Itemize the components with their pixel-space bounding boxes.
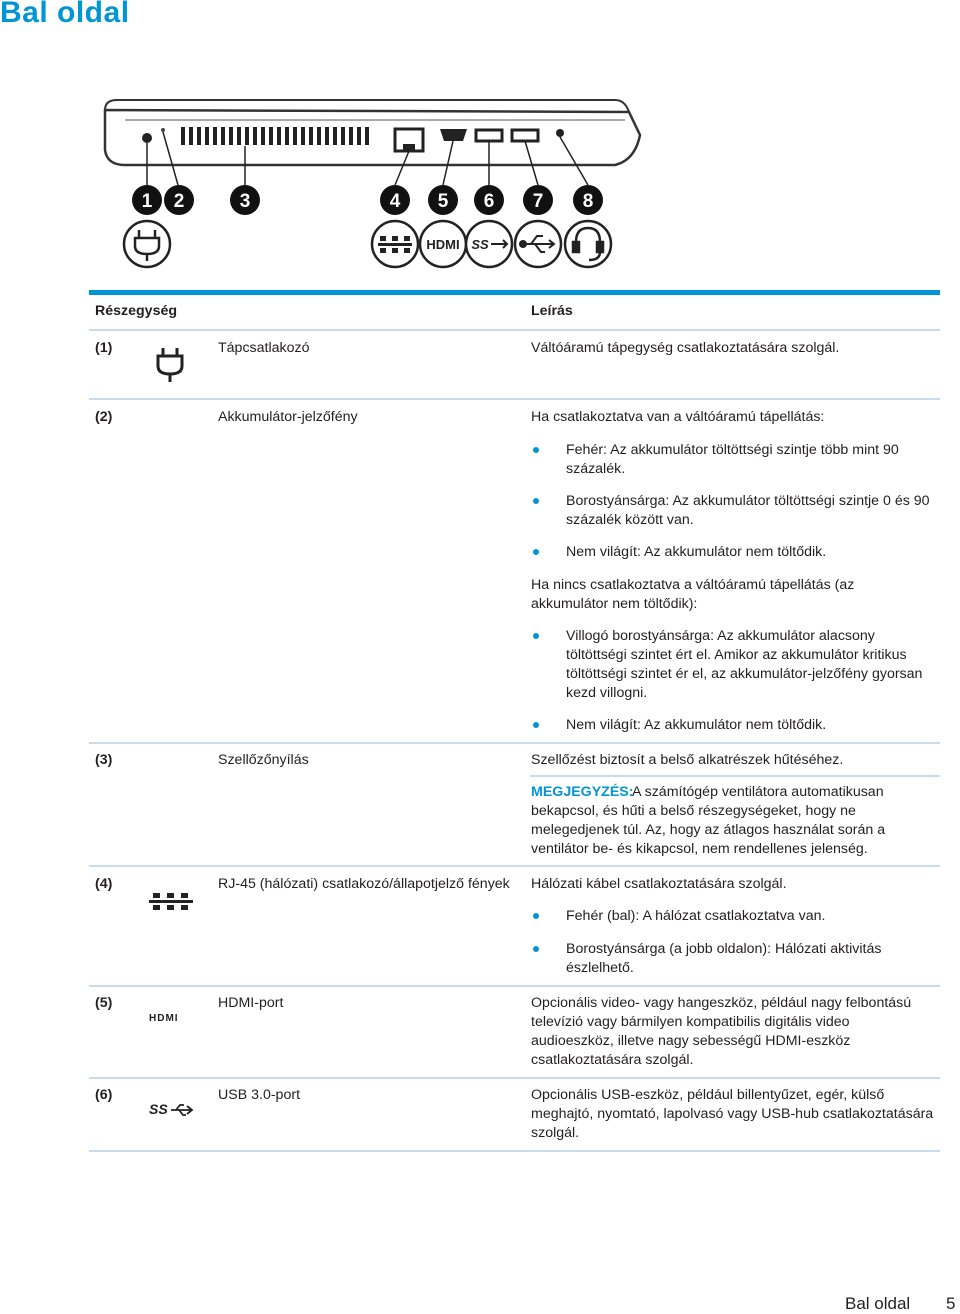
bullet [533,722,539,728]
usb-ss-icon-text: SS [149,1101,168,1117]
callout-8 [573,185,603,215]
usb-arrow-icon [171,1103,195,1117]
row-2-bullet-4-line-2: töltöttségi szintet ért el. Amikor az akkumulátor kritikus [566,647,907,663]
note-line-4: ventilátor be- és kikapcsol, nem rendellenes jelenség. [531,841,868,857]
row-2-bullet-1-line-2: százalék. [566,461,626,477]
row-2-number: (2) [95,409,113,425]
svg-text:1: 1 [141,191,153,212]
hdmi-icon: HDMI [426,237,460,252]
note-line-3: melegedjenek túl. Az, hogy az átlagos használat során a [531,822,886,838]
row-4-bullet-2-line-2: észlelhető. [566,960,634,976]
svg-text:4: 4 [389,191,401,212]
svg-text:2: 2 [173,191,185,212]
note-line-2: bekapcsol, és hűti a belső részegységeket, hogy ne [531,803,856,819]
row-3-desc: Szellőzést biztosít a belső alkatrészek hűtéséhez. [531,752,844,768]
svg-text:8: 8 [582,191,594,212]
row-5-desc-line-3: audioeszköz, illetve nagy sebességű HDMI-eszköz [531,1033,851,1049]
row-6-number: (6) [95,1087,113,1103]
row-6-name: USB 3.0-port [218,1087,301,1103]
divider [89,398,940,400]
divider [89,742,940,744]
row-4-name: RJ-45 (hálózati) csatlakozó/állapotjelző fények [218,876,510,892]
table-top-bar [89,290,940,295]
row-2-bullet-1-line-1: Fehér: Az akkumulátor töltöttségi szintje több mint 90 [566,442,899,458]
row-2-bullet-2-line-1: Borostyánsárga: Az akkumulátor töltöttségi szintje 0 és 90 [566,493,930,509]
row-5-desc-line-4: csatlakoztatására szolgál. [531,1052,694,1068]
divider [89,1150,940,1152]
network-rj45-icon [149,892,193,912]
row-6-desc-line-2: meghajtó, nyomtató, lapolvasó vagy USB-hub csatlakoztatására [531,1106,934,1122]
laptop-illustration [95,80,655,280]
svg-text:3: 3 [239,191,251,212]
usb-ss-icon [149,1100,199,1120]
header-component: Részegység [95,303,178,319]
svg-text:5: 5 [437,191,449,212]
note-line-1: A számítógép ventilátora automatikusan [632,784,884,800]
row-2-name: Akkumulátor-jelzőfény [218,409,358,425]
divider [89,865,940,867]
bullet [533,447,539,453]
row-4-desc: Hálózati kábel csatlakoztatására szolgál. [531,876,787,892]
hdmi-icon: HDMI [149,1013,179,1024]
bullet [533,549,539,555]
laptop-left-side-figure [95,80,655,280]
network-rj45-icon [378,236,412,253]
svg-text:6: 6 [483,191,495,212]
row-2-bullet-4-line-4: kezd villogni. [566,685,648,701]
svg-text:7: 7 [532,191,544,212]
row-2-bullet-5: Nem világít: Az akkumulátor nem töltődik. [566,717,827,733]
callout-7 [523,185,553,215]
footer-page-number: 5 [946,1294,956,1313]
row-5-number: (5) [95,995,113,1011]
callout-3 [230,185,260,215]
callout-5 [428,185,458,215]
divider [530,775,940,777]
divider [89,329,940,331]
row-1-desc: Váltóáramú tápegység csatlakoztatására szolgál. [531,340,840,356]
row-4-bullet-1: Fehér (bal): A hálózat csatlakoztatva van. [566,908,826,924]
row-2-bullet-4-line-3: töltöttségi szintet ér el, az akkumulátor-jelzőfény gyorsan [566,666,923,682]
row-2-bullet-2-line-2: százalék között van. [566,512,694,528]
row-5-desc-line-1: Opcionális video- vagy hangeszköz, például nagy felbontású [531,995,912,1011]
callout-1 [132,185,162,215]
svg-text:SS: SS [471,237,489,252]
row-6-desc-line-3: szolgál. [531,1125,580,1141]
row-2-intro2-line-1: Ha nincs csatlakoztatva a váltóáramú tápellátás (az [531,577,855,593]
row-2-intro2-line-2: akkumulátor nem töltődik): [531,596,698,612]
row-3-name: Szellőzőnyílás [218,752,309,768]
row-2-bullet-3: Nem világít: Az akkumulátor nem töltődik. [566,544,827,560]
note-label: MEGJEGYZÉS: [531,784,634,800]
bullet [533,498,539,504]
row-5-name: HDMI-port [218,995,284,1011]
callout-4 [380,185,410,215]
footer-section: Bal oldal [845,1294,911,1313]
row-1-number: (1) [95,340,113,356]
callout-2 [164,185,194,215]
row-1-name: Tápcsatlakozó [218,340,310,356]
bullet [533,946,539,952]
row-3-number: (3) [95,752,113,768]
row-6-desc-line-1: Opcionális USB-eszköz, például billentyűzet, egér, külső [531,1087,885,1103]
row-4-number: (4) [95,876,113,892]
bullet [533,633,539,639]
row-4-bullet-2-line-1: Borostyánsárga (a jobb oldalon): Hálózati aktivitás [566,941,882,957]
power-plug-icon [155,346,185,384]
callout-6 [474,185,504,215]
header-description: Leírás [531,303,573,319]
row-2-bullet-4-line-1: Villogó borostyánsárga: Az akkumulátor alacsony [566,628,875,644]
page-title: Bal oldal [0,0,130,29]
row-5-desc-line-2: televízió vagy bármilyen kompatibilis digitális video [531,1014,850,1030]
bullet [533,913,539,919]
row-2-intro: Ha csatlakoztatva van a váltóáramú tápellátás: [531,409,825,425]
divider [89,1077,940,1079]
divider [89,985,940,987]
